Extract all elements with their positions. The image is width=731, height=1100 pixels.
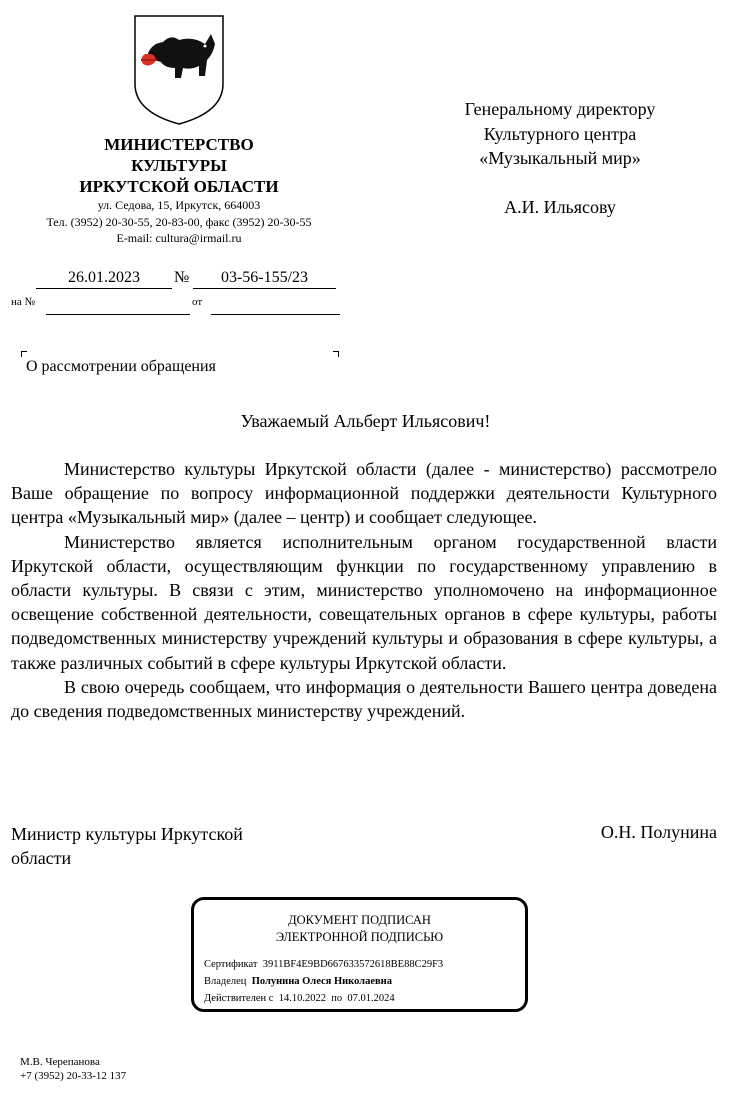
body-paragraph: Министерство является исполнительным органом государственной власти Иркутской области, осуществляющим функции по государственному управлению в области культуры. В связи с этим, министерство уполномочено на информационное освещение собственной деятельности, совещательных органов в сфере культуры, работы подведомственных министерству учреждений культуры и образования в сфере культуры, а также различных событий в сфере культуры Иркутской области. <box>11 531 717 673</box>
valid-to-label: по <box>331 993 343 1004</box>
signatory-name: О.Н. Полунина <box>600 822 717 842</box>
signatory-title <box>11 822 243 870</box>
ministry-name-line: КУЛЬТУРЫ <box>131 156 227 175</box>
body-paragraph: Министерство культуры Иркутской области (далее - министерство) рассмотрело Ваше обращение по вопросу информационной поддержки деятельности Культурного центра «Музыкальный мир» (далее – центр) и сообщает следующее. <box>11 459 717 528</box>
valid-from-value: 14.10.2022 <box>278 993 326 1004</box>
recipient-position-line: «Музыкальный мир» <box>479 148 641 168</box>
outgoing-number-field <box>193 268 336 289</box>
reply-to-number-field <box>46 300 190 315</box>
owner-label: Владелец <box>204 976 247 987</box>
ministry-contacts <box>10 197 348 247</box>
irkutsk-coat-of-arms-icon <box>133 14 225 126</box>
coat-of-arms-emblem <box>133 14 225 126</box>
signatory-title-line: Министр культуры Иркутской <box>11 824 243 844</box>
stamp-owner-row <box>204 976 392 987</box>
executor-name: М.В. Черепанова <box>20 1056 100 1068</box>
ministry-name <box>40 134 318 197</box>
e-signature-stamp <box>191 897 528 1012</box>
signatory-title-line: области <box>11 848 72 868</box>
greeting: Уважаемый Альберт Ильясович! <box>240 411 491 431</box>
from-label: от <box>192 296 203 308</box>
executor-phone: +7 (3952) 20-33-12 137 <box>20 1070 127 1082</box>
outgoing-date-field <box>36 268 172 289</box>
recipient-name: А.И. Ильясову <box>504 196 616 217</box>
subject-corner-mark <box>333 351 339 357</box>
valid-from-label: Действителен с <box>204 993 274 1004</box>
ministry-email: E-mail: cultura@irmail.ru <box>116 231 242 245</box>
number-sign: № <box>174 269 190 286</box>
ministry-address: ул. Седова, 15, Иркутск, 664003 <box>97 198 261 212</box>
ministry-phones: Тел. (3952) 20-30-55, 20-83-00, факс (3952) 20-30-55 <box>46 214 312 229</box>
valid-to-value: 07.01.2024 <box>347 993 395 1004</box>
executor-info <box>20 1055 126 1083</box>
certificate-value: 3911BF4E9BD667633572618BE88C29F3 <box>262 959 444 970</box>
stamp-heading <box>194 912 525 945</box>
outgoing-number: 03-56-155/23 <box>193 268 336 289</box>
letter-body <box>11 457 717 723</box>
stamp-heading-line: ДОКУМЕНТ ПОДПИСАН <box>288 913 431 927</box>
recipient-block <box>430 97 690 219</box>
stamp-heading-line: ЭЛЕКТРОННОЙ ПОДПИСЬЮ <box>275 929 444 944</box>
recipient-position-line: Культурного центра <box>483 123 637 144</box>
stamp-validity-row <box>204 993 395 1004</box>
ministry-name-line: ИРКУТСКОЙ ОБЛАСТИ <box>79 177 279 196</box>
owner-value: Полунина Олеся Николаевна <box>251 976 392 987</box>
stamp-certificate-row <box>204 959 443 970</box>
from-date-field <box>211 300 340 315</box>
certificate-label: Сертификат <box>204 959 258 970</box>
ministry-name-line: МИНИСТЕРСТВО <box>104 135 254 154</box>
outgoing-date: 26.01.2023 <box>36 268 172 289</box>
letter-subject: О рассмотрении обращения <box>26 358 216 375</box>
body-paragraph: В свою очередь сообщаем, что информация о деятельности Вашего центра доведена до сведения подведомственных министерству учреждений. <box>11 676 717 722</box>
reply-to-label: на № <box>11 296 36 308</box>
subject-corner-mark <box>21 351 27 357</box>
recipient-position-line: Генеральному директору <box>464 99 656 119</box>
